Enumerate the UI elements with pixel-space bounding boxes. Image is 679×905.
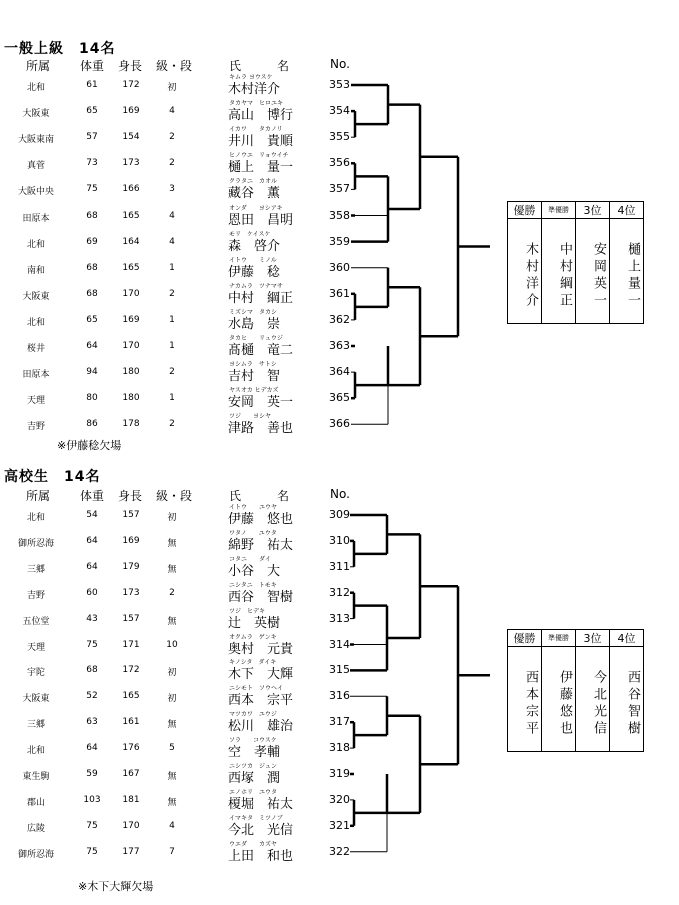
absence-note: ※木下大輝欠場 <box>78 880 154 893</box>
player-affiliation: 大阪東 <box>22 694 50 705</box>
results-name: 西谷智樹 <box>610 647 644 752</box>
player-rank: 4 <box>169 820 175 831</box>
player-number: 357 <box>329 182 350 196</box>
player-kana: ニシモト ソウヘイ <box>229 685 284 693</box>
results-name: 伊藤悠也 <box>542 647 576 752</box>
player-name: 上田 和也 <box>228 848 294 864</box>
player-number: 322 <box>329 844 350 858</box>
player-affiliation: 大阪東南 <box>17 135 54 146</box>
player-name: 綿野 祐太 <box>228 537 294 553</box>
player-number: 362 <box>329 312 350 326</box>
player-number: 309 <box>329 508 350 521</box>
player-rank: 3 <box>169 184 175 195</box>
player-height: 167 <box>122 769 140 779</box>
player-rank: 1 <box>169 314 175 325</box>
results-name: 安岡英一 <box>576 219 610 324</box>
player-name: 安岡 英一 <box>228 395 294 411</box>
results-name: 木村洋介 <box>508 219 542 324</box>
player-kana: ミズシマ タカシ <box>229 308 278 316</box>
player-affiliation: 北和 <box>26 746 45 757</box>
player-height: 170 <box>122 341 140 351</box>
player-height: 170 <box>122 820 140 831</box>
player-height: 157 <box>122 613 140 624</box>
player-rank: 5 <box>169 743 175 754</box>
player-kana: ニシタニ トモキ <box>229 581 277 589</box>
player-kana: キムラ ヨウスケ <box>229 74 273 81</box>
player-number: 313 <box>329 611 350 625</box>
player-kana: イトウ ミノル <box>229 256 277 264</box>
player-height: 161 <box>122 717 140 728</box>
player-number: 360 <box>329 260 350 274</box>
player-rank: 初 <box>167 694 177 705</box>
player-kana: ヒノウエ リョウイチ <box>229 152 289 160</box>
results-name: 今北光信 <box>576 647 610 752</box>
header-number: No. <box>330 487 350 501</box>
results-header: 3位 <box>576 630 610 647</box>
player-kana: ヤスオカ ヒデカズ <box>229 387 279 395</box>
player-name: 樋上 量一 <box>228 160 294 176</box>
player-number: 314 <box>329 637 350 651</box>
header-rank: 級・段 <box>156 59 193 73</box>
player-name: 西塚 潤 <box>228 771 281 786</box>
header-affiliation: 所属 <box>26 59 51 73</box>
player-name: 辻 英樹 <box>228 615 281 631</box>
player-kana: オクムラ ゲンキ <box>229 633 277 641</box>
player-affiliation: 東生駒 <box>22 772 50 782</box>
header-name: 氏 <box>229 59 242 73</box>
player-number: 358 <box>329 208 350 222</box>
player-weight: 64 <box>86 561 98 572</box>
player-height: 179 <box>122 561 140 572</box>
header-height: 身長 <box>118 489 143 503</box>
player-rank: 10 <box>166 639 178 650</box>
player-number: 364 <box>329 365 350 379</box>
player-name: 恩田 昌明 <box>228 212 294 228</box>
player-affiliation: 吉野 <box>26 590 45 601</box>
player-rank: 4 <box>169 236 175 247</box>
player-rank: 2 <box>169 419 175 430</box>
player-number: 312 <box>329 585 350 599</box>
player-affiliation: 五位堂 <box>22 616 50 627</box>
player-number: 366 <box>329 417 350 431</box>
player-rank: 無 <box>167 538 177 549</box>
player-height: 165 <box>122 210 140 221</box>
results-name: 中村綱正 <box>542 219 576 324</box>
player-height: 173 <box>122 587 140 598</box>
player-name: 伊藤 悠也 <box>228 512 294 527</box>
player-number: 319 <box>329 767 350 780</box>
player-kana: エノホリ ユウタ <box>229 788 277 796</box>
player-height: 180 <box>122 367 140 378</box>
player-number: 321 <box>329 818 350 832</box>
header-name-second: 名 <box>277 489 290 503</box>
header-height: 身長 <box>118 59 143 73</box>
player-name: 藏谷 薫 <box>228 186 281 202</box>
player-kana: ニシツカ ジュン <box>229 763 277 770</box>
player-rank: 1 <box>169 341 175 351</box>
player-name: 空 孝輔 <box>228 745 281 761</box>
player-number: 317 <box>329 715 350 729</box>
results-header: 優勝 <box>508 202 542 219</box>
player-kana: ツジ ヒデキ <box>229 607 266 615</box>
player-affiliation: 大阪東 <box>22 109 50 120</box>
player-kana: マツカワ ユウジ <box>229 711 277 719</box>
player-height: 176 <box>122 743 140 754</box>
player-kana: ツジ ヨシヤ <box>229 413 272 421</box>
player-affiliation: 大阪東 <box>22 291 50 302</box>
header-number: No. <box>330 57 350 71</box>
player-name: 西本 宗平 <box>228 693 294 709</box>
player-height: 164 <box>122 236 140 247</box>
player-affiliation: 北和 <box>26 513 45 523</box>
player-weight: 69 <box>86 236 98 247</box>
player-weight: 57 <box>86 132 98 143</box>
player-rank: 2 <box>169 367 175 378</box>
player-rank: 無 <box>167 564 177 575</box>
player-rank: 2 <box>169 587 175 598</box>
player-name: 松川 雄治 <box>228 719 294 735</box>
results-header: 3位 <box>576 202 610 219</box>
results-header: 準優勝 <box>542 630 576 647</box>
player-weight: 68 <box>86 210 98 221</box>
player-affiliation: 桜井 <box>26 344 45 354</box>
player-number: 315 <box>329 663 350 677</box>
player-weight: 75 <box>86 846 98 857</box>
player-weight: 68 <box>86 665 98 676</box>
player-weight: 75 <box>86 184 98 195</box>
player-number: 361 <box>329 286 350 300</box>
player-affiliation: 北和 <box>26 83 45 93</box>
player-weight: 65 <box>86 314 98 325</box>
player-rank: 初 <box>167 513 177 523</box>
results-header: 準優勝 <box>542 202 576 219</box>
player-weight: 61 <box>86 80 98 90</box>
player-rank: 無 <box>167 616 177 627</box>
player-rank: 1 <box>169 393 175 404</box>
player-affiliation: 北和 <box>26 239 45 250</box>
player-height: 180 <box>122 393 140 404</box>
player-affiliation: 三郷 <box>26 564 45 575</box>
player-affiliation: 天理 <box>26 396 45 407</box>
player-weight: 63 <box>86 717 98 728</box>
player-height: 165 <box>122 691 140 702</box>
player-number: 353 <box>329 78 350 91</box>
player-weight: 75 <box>86 820 98 831</box>
player-number: 318 <box>329 741 350 755</box>
player-kana: ヨシムラ サトシ <box>229 361 277 369</box>
player-height: 177 <box>122 846 140 857</box>
player-height: 154 <box>122 132 140 143</box>
player-name: 高山 博行 <box>228 108 294 124</box>
player-weight: 43 <box>86 613 98 624</box>
player-name: 今北 光信 <box>228 822 294 838</box>
player-height: 181 <box>122 794 140 805</box>
player-weight: 64 <box>86 341 98 351</box>
player-affiliation: 広陵 <box>26 823 45 834</box>
player-name: 奥村 元貴 <box>228 641 294 657</box>
player-kana: ソラ コウスケ <box>229 737 277 745</box>
player-affiliation: 大阪中央 <box>17 187 54 198</box>
player-weight: 103 <box>83 794 101 805</box>
player-name: 井川 貴順 <box>228 134 294 150</box>
player-weight: 68 <box>86 288 98 299</box>
player-kana: イトウ ユウヤ <box>229 504 278 511</box>
player-kana: コタニ ダイ <box>229 555 271 563</box>
player-weight: 64 <box>86 743 98 754</box>
player-height: 178 <box>122 419 140 430</box>
player-affiliation: 郡山 <box>26 797 45 808</box>
player-affiliation: 北和 <box>26 317 45 328</box>
player-affiliation: 御所忍海 <box>17 849 54 860</box>
player-rank: 無 <box>167 797 177 808</box>
player-name: 中村 綱正 <box>228 290 294 306</box>
player-affiliation: 三郷 <box>26 720 45 731</box>
player-affiliation: 真菅 <box>26 161 45 172</box>
player-number: 311 <box>329 559 350 573</box>
player-weight: 68 <box>86 262 98 273</box>
results-name: 樋上量一 <box>610 219 644 324</box>
player-weight: 60 <box>86 587 98 598</box>
player-height: 173 <box>122 158 140 169</box>
player-number: 316 <box>329 689 350 703</box>
player-height: 166 <box>122 184 140 195</box>
player-name: 木村洋介 <box>228 82 281 97</box>
player-number: 310 <box>329 533 350 547</box>
header-weight: 体重 <box>80 59 105 73</box>
player-weight: 80 <box>86 393 98 404</box>
player-kana: ナカムラ ツナマサ <box>229 282 283 290</box>
player-rank: 4 <box>169 106 175 117</box>
player-number: 355 <box>329 130 350 144</box>
player-rank: 初 <box>167 668 177 679</box>
header-weight: 体重 <box>80 489 105 503</box>
player-weight: 59 <box>86 769 98 779</box>
header-rank: 級・段 <box>156 489 193 503</box>
player-number: 365 <box>329 391 350 405</box>
player-weight: 65 <box>86 106 98 117</box>
player-number: 354 <box>329 104 350 118</box>
player-number: 363 <box>329 339 350 352</box>
player-rank: 2 <box>169 158 175 169</box>
player-kana: キノシタ ダイキ <box>229 659 277 667</box>
header-name: 氏 <box>229 489 242 503</box>
player-rank: 無 <box>167 720 177 731</box>
player-number: 320 <box>329 792 350 806</box>
player-height: 169 <box>122 535 140 546</box>
player-rank: 2 <box>169 132 175 143</box>
player-name: 森 啓介 <box>228 238 281 254</box>
absence-note: ※伊藤稔欠場 <box>57 439 122 452</box>
player-name: 吉村 智 <box>228 369 281 385</box>
results-header: 4位 <box>610 630 644 647</box>
player-kana: クラタニ カオル <box>229 178 277 186</box>
player-rank: 無 <box>167 772 177 782</box>
results-table <box>507 629 644 752</box>
player-rank: 7 <box>169 846 175 857</box>
player-kana: ワタノ ユウタ <box>229 529 277 537</box>
player-height: 169 <box>122 106 140 117</box>
player-weight: 52 <box>86 691 98 702</box>
player-weight: 54 <box>86 510 98 520</box>
player-rank: 1 <box>169 262 175 273</box>
player-number: 356 <box>329 156 350 170</box>
player-affiliation: 南和 <box>26 265 45 276</box>
player-kana: モリ ケイスケ <box>229 230 271 238</box>
player-kana: オンダ ヨシアキ <box>229 204 283 212</box>
player-affiliation: 天理 <box>26 642 45 653</box>
results-header: 優勝 <box>508 630 542 647</box>
player-affiliation: 宇陀 <box>26 668 45 679</box>
player-rank: 4 <box>169 210 175 221</box>
player-name: 榎堀 祐太 <box>228 796 294 812</box>
player-name: 伊藤 稔 <box>228 264 281 280</box>
player-affiliation: 田原本 <box>22 213 50 224</box>
player-kana: タカヤマ ヒロユキ <box>229 100 284 108</box>
player-kana: タカヒ リュウジ <box>229 335 283 342</box>
player-rank: 初 <box>167 83 177 93</box>
results-name: 西本宗平 <box>508 647 542 752</box>
player-name: 小谷 大 <box>228 563 281 579</box>
player-affiliation: 御所忍海 <box>17 538 54 549</box>
header-affiliation: 所属 <box>26 489 51 503</box>
player-rank: 2 <box>169 288 175 299</box>
player-weight: 64 <box>86 535 98 546</box>
player-name: 木下 大輝 <box>228 667 294 683</box>
player-kana: イマキタ ミツノブ <box>229 814 283 822</box>
player-number: 359 <box>329 234 350 248</box>
player-name: 津路 善也 <box>228 421 294 437</box>
player-height: 157 <box>122 510 140 520</box>
header-name-second: 名 <box>277 59 290 73</box>
player-weight: 73 <box>86 158 98 169</box>
results-header: 4位 <box>610 202 644 219</box>
player-name: 水島 崇 <box>228 316 281 332</box>
player-affiliation: 吉野 <box>26 422 45 433</box>
player-height: 172 <box>122 665 140 676</box>
player-kana: ウエダ カズヤ <box>229 840 277 848</box>
player-height: 165 <box>122 262 140 273</box>
player-weight: 75 <box>86 639 98 650</box>
player-height: 171 <box>122 639 140 650</box>
player-weight: 94 <box>86 367 98 378</box>
player-affiliation: 田原本 <box>22 370 50 381</box>
player-height: 170 <box>122 288 140 299</box>
player-kana: イカワ タカノリ <box>229 126 283 134</box>
player-weight: 86 <box>86 419 98 430</box>
player-height: 172 <box>122 80 140 90</box>
player-height: 169 <box>122 314 140 325</box>
section-title: 一般上級 14名 <box>4 41 116 57</box>
player-name: 西谷 智樹 <box>228 589 294 605</box>
player-name: 髙樋 竜二 <box>228 343 294 358</box>
section-title: 高校生 14名 <box>4 469 101 485</box>
